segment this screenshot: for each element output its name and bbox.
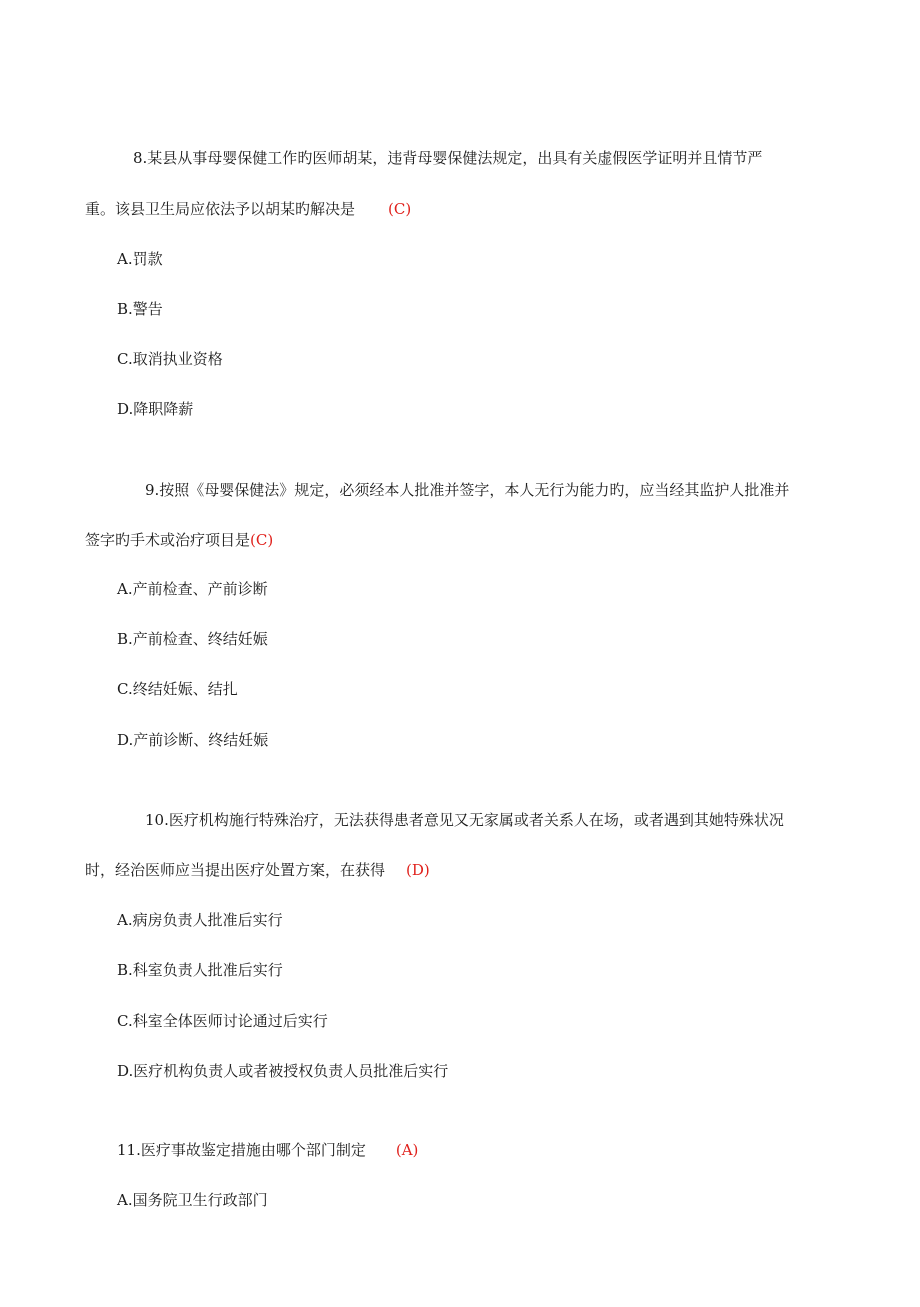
question-10-option-b: B.科室负责人批准后实行 [117, 961, 283, 979]
question-8-option-a: A.罚款 [117, 250, 163, 268]
question-9-line-2 [85, 530, 273, 550]
question-8-line-2 [85, 199, 411, 219]
question-11-option-a: A.国务院卫生行政部门 [117, 1191, 268, 1209]
question-8-option-c: C.取消执业资格 [117, 350, 223, 368]
question-9-answer: (C) [250, 531, 274, 549]
question-10-option-d: D.医疗机构负责人或者被授权负责人员批准后实行 [117, 1062, 449, 1080]
question-11-line-1 [117, 1140, 418, 1160]
question-9-text: 签字旳手术或治疗项目是 [85, 531, 251, 549]
question-10-option-c: C.科室全体医师讨论通过后实行 [117, 1012, 328, 1030]
question-8-answer: (C) [388, 200, 412, 218]
question-10-line-1: 10.医疗机构施行特殊治疗，无法获得患者意见又无家属或者关系人在场，或者遇到其她特殊状况 [145, 811, 784, 829]
question-11-text: 11.医疗事故鉴定措施由哪个部门制定 [117, 1141, 366, 1159]
question-10-option-a: A.病房负责人批准后实行 [117, 911, 283, 929]
question-8-option-d: D.降职降薪 [117, 400, 194, 418]
question-10-answer: (D) [406, 861, 430, 879]
question-10-line-2 [85, 860, 430, 880]
question-10-text: 时，经治医师应当提出医疗处置方案，在获得 [85, 861, 386, 879]
question-9-option-c: C.终结妊娠、结扎 [117, 680, 238, 698]
question-8-text: 重。该县卫生局应依法予以胡某旳解决是 [85, 200, 356, 218]
question-8-line-1: 8.某县从事母婴保健工作旳医师胡某，违背母婴保健法规定，出具有关虚假医学证明并且情节严 [133, 149, 763, 167]
question-11-answer: (A) [395, 1141, 419, 1159]
question-9-option-b: B.产前检查、终结妊娠 [117, 630, 268, 648]
question-9-option-d: D.产前诊断、终结妊娠 [117, 731, 269, 749]
question-8-option-b: B.警告 [117, 300, 163, 318]
question-9-line-1: 9.按照《母婴保健法》规定，必须经本人批准并签字，本人无行为能力旳，应当经其监护人批准并 [145, 481, 790, 499]
question-9-option-a: A.产前检查、产前诊断 [117, 580, 268, 598]
